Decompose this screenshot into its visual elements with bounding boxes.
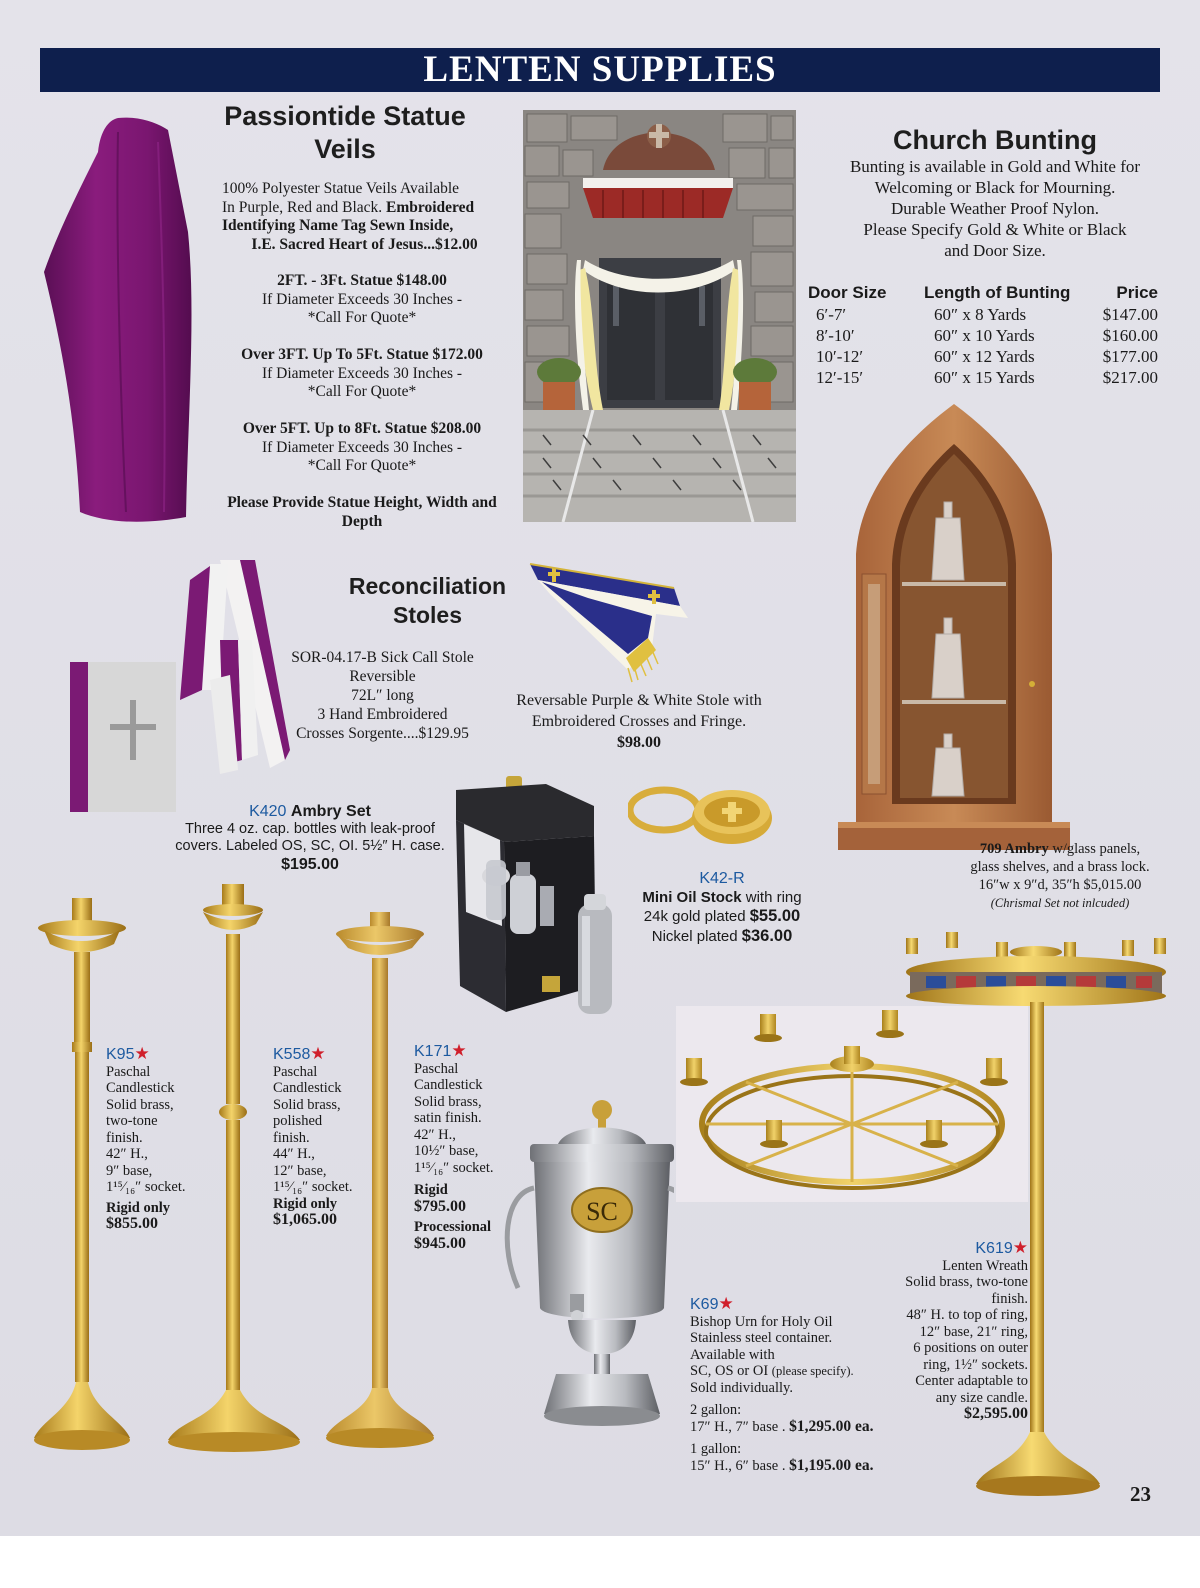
oil-stock-image (628, 780, 776, 852)
price-cell: $177.00 (1102, 346, 1158, 366)
door-size-cell: 10′-12′ (816, 346, 864, 366)
ambry-set-case-image (456, 776, 624, 1024)
length-cell: 60″ x 15 Yards (934, 367, 1035, 387)
door-size-cell: 12′-15′ (816, 367, 864, 387)
star-icon: ★ (718, 1294, 734, 1313)
length-cell: 60″ x 12 Yards (934, 346, 1035, 366)
purple-veil-image (38, 112, 208, 532)
star-icon: ★ (310, 1044, 326, 1063)
veils-price-2: Over 3FT. Up To 5Ft. Statue $172.00 If Diameter Exceeds 30 Inches - *Call For Quote* (241, 346, 483, 400)
veils-price-3: Over 5FT. Up to 8Ft. Statue $208.00 If Diameter Exceeds 30 Inches - *Call For Quote* (242, 420, 482, 474)
table-row (808, 304, 1158, 325)
table-row (808, 346, 1158, 367)
length-cell: 60″ x 10 Yards (934, 325, 1035, 345)
bishop-urn-image (498, 1098, 674, 1438)
bunting-description: Bunting is available in Gold and White for Welcoming or Black for Mourning. Durable Weather Proof Nylon. Please Specify Gold & White or Black and Door Size. (849, 157, 1141, 260)
k69-description: K69★ Bishop Urn for Holy Oil Stainless steel container. Available with SC, OS or OI (please specify). Sold individually. 2 gallon: 17″ H., 7″ base . $1,295.00 ea. 1 gallon: 15″ H., 6″ base . $1,195.00 ea. (690, 1294, 874, 1474)
reversible-stole-description: Reversable Purple & White Stole with Embroidered Crosses and Fringe. $98.00 (516, 692, 762, 751)
reversible-stole-image (528, 558, 688, 688)
star-icon: ★ (1012, 1238, 1028, 1257)
price-cell: $160.00 (1102, 325, 1158, 345)
ambry-709-description: 709 Ambry w/glass panels, glass shelves, and a brass lock. 16″w x 9″d, 35″h $5,015.00 (Chrismal Set not inlcuded) (970, 841, 1150, 910)
door-size-cell: 6′-7′ (816, 304, 847, 324)
church-door-bunting-photo (523, 110, 796, 522)
veils-note: Please Provide Statue Height, Width and Depth (227, 494, 497, 530)
k619-description: K619★ Lenten Wreath Solid brass, two-tone finish. 48″ H. to top of ring, 12″ base, 21″ ring, 6 positions on outer ring, 1½″ sockets. Center adaptable to any size candle. $2,595.00 (905, 1238, 1028, 1422)
veils-title: Passiontide Statue Veils (224, 101, 466, 164)
k171-description: K171★ Paschal Candlestick Solid brass, satin finish. 42″ H., 10½″ base, 1¹⁵⁄₁₆″ socket. Rigid $795.00 Processional $945.00 (414, 1041, 494, 1252)
k558-description: K558★ Paschal Candlestick Solid brass, polished finish. 44″ H., 12″ base, 1¹⁵⁄₁₆″ socket. Rigid only $1,065.00 (273, 1044, 353, 1228)
column-length: Length of Bunting (924, 283, 1071, 302)
table-row (808, 325, 1158, 346)
column-price: Price (1116, 283, 1158, 302)
page-number: 23 (1130, 1482, 1151, 1506)
bunting-table-header (808, 282, 1158, 304)
urn-sc-label: SC (586, 1197, 618, 1226)
price-cell: $147.00 (1102, 304, 1158, 324)
oil-stock-code: K42-R (699, 870, 745, 887)
price-cell: $217.00 (1102, 367, 1158, 387)
column-door-size: Door Size (808, 283, 887, 302)
door-size-cell: 8′-10′ (816, 325, 855, 345)
star-icon: ★ (451, 1041, 467, 1060)
oil-stock-description: K42-R Mini Oil Stock with ring 24k gold plated $55.00 Nickel plated $36.00 (632, 870, 812, 946)
page-title: LENTEN SUPPLIES (40, 48, 1160, 92)
bunting-price-table (808, 282, 1158, 388)
k558-code: K558 (273, 1046, 311, 1063)
k619-code: K619 (975, 1240, 1013, 1257)
ambry-set-description: K420 Ambry Set Three 4 oz. cap. bottles with leak-proof covers. Labeled OS, SC, OI. 5½″ H. case. $195.00 (175, 803, 445, 873)
ambry-set-code: K420 (249, 803, 287, 820)
length-cell: 60″ x 8 Yards (934, 304, 1027, 324)
stoles-title: Reconciliation Stoles (348, 573, 507, 628)
sick-call-stole-image (70, 560, 290, 812)
k95-code: K95 (106, 1046, 135, 1063)
sick-call-stole-description: SOR-04.17-B Sick Call Stole Reversible 72L″ long 3 Hand Embroidered Crosses Sorgente....$129.95 (291, 649, 474, 742)
k95-description: K95★ Paschal Candlestick Solid brass, two-tone finish. 42″ H., 9″ base, 1¹⁵⁄₁₆″ socket. Rigid only $855.00 (106, 1044, 186, 1232)
k171-code: K171 (414, 1043, 452, 1060)
star-icon: ★ (134, 1044, 150, 1063)
bunting-title: Church Bunting (893, 125, 1097, 155)
k69-code: K69 (690, 1296, 719, 1313)
veils-description: 100% Polyester Statue Veils Available In Purple, Red and Black. Embroidered Identifying Name Tag Sewn Inside, I.E. Sacred Heart of Jesus...$12.00 (222, 180, 478, 253)
veils-price-1: 2FT. - 3Ft. Statue $148.00 If Diameter Exceeds 30 Inches - *Call For Quote* (261, 272, 463, 326)
table-row (808, 367, 1158, 388)
ambry-cabinet-image (838, 404, 1070, 850)
